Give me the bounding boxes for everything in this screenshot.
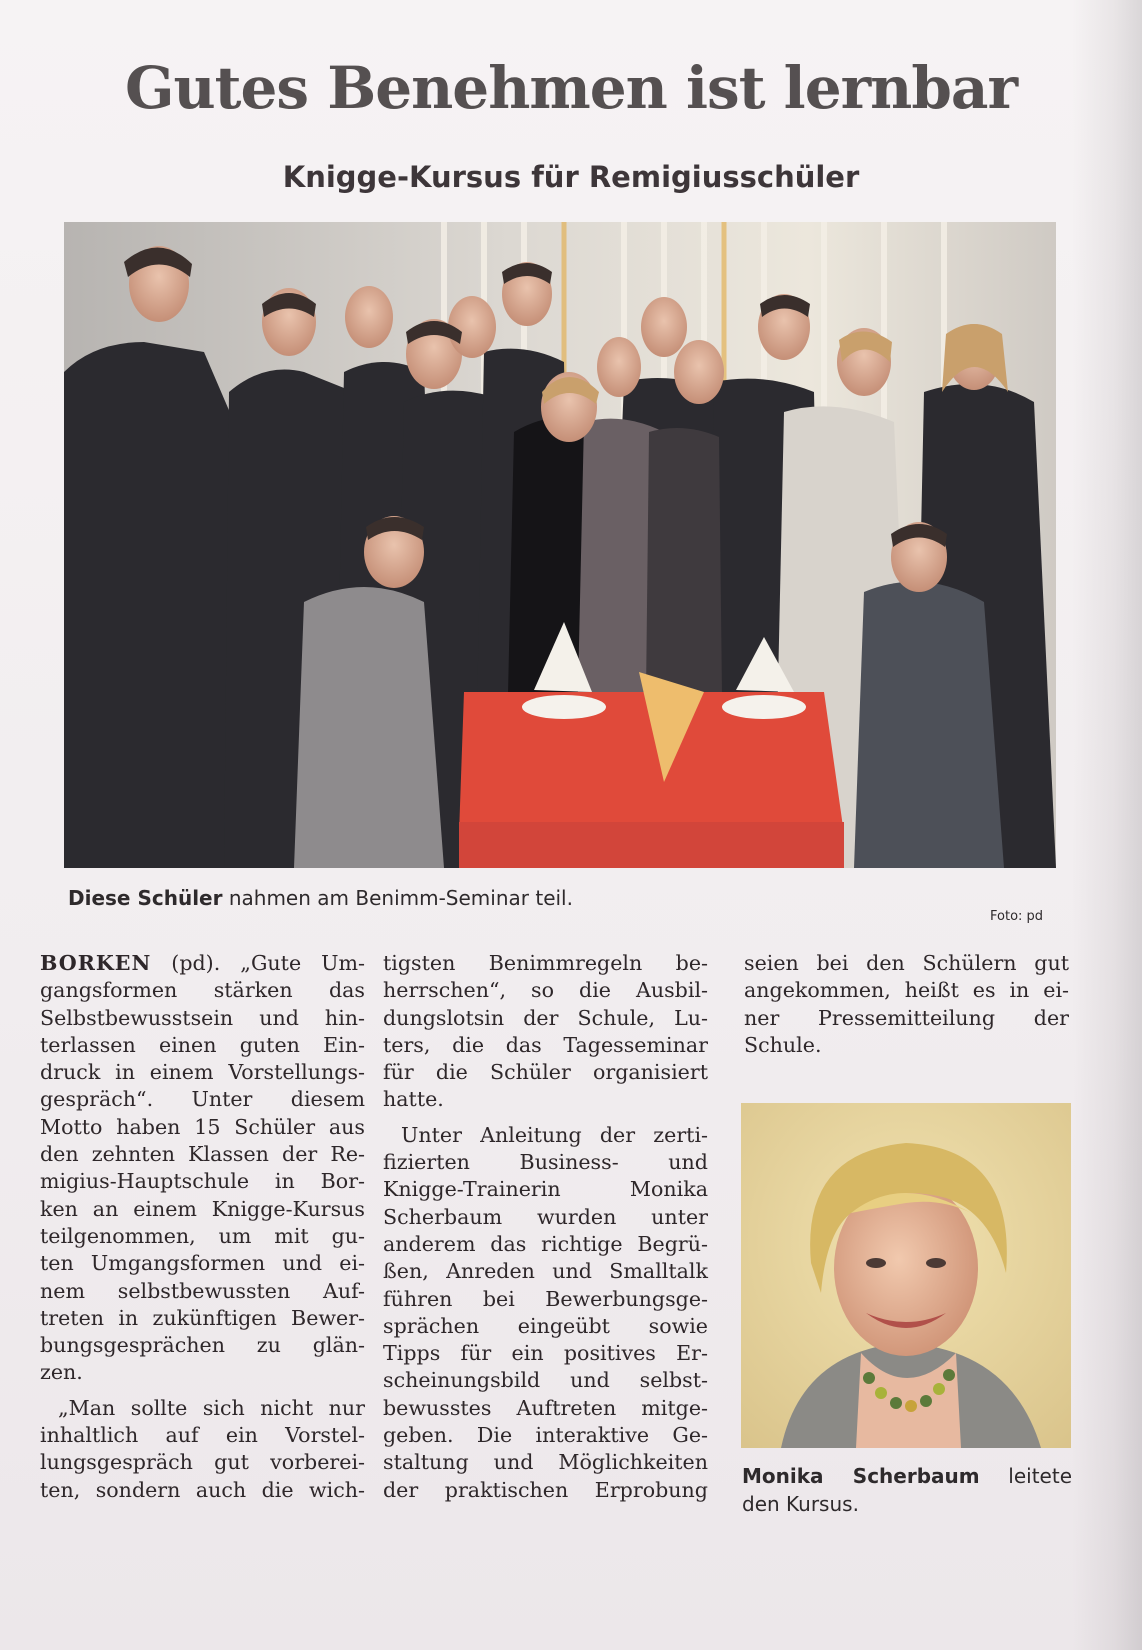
text-line: tigsten Benimmregeln be- (383, 951, 708, 975)
text-line: angekommen, heißt es in ei- (744, 978, 1069, 1003)
text-line: staltung und Möglichkeiten (383, 1450, 708, 1475)
text-line: geben. Die interaktive Ge- (383, 1423, 708, 1448)
text-line: Scherbaum wurden unter (383, 1204, 708, 1229)
text-line: ters, die das Tagesseminar (383, 1032, 708, 1057)
text-line: hatte. (383, 1087, 444, 1112)
text-line: fizierten Business- und (383, 1150, 708, 1175)
text-line: scheinungsbild und selbst- (383, 1368, 708, 1393)
portrait-photo (741, 1103, 1071, 1448)
text-line (40, 950, 365, 977)
subheadline: Knigge-Kursus für Remigiusschüler (282, 160, 860, 194)
portrait-caption-fragment: leitete (979, 1464, 1072, 1488)
text-fragment: (pd). „Gute Um- (151, 951, 365, 975)
text-line: Knigge-Trainerin Monika (383, 1177, 708, 1202)
text-line: anderem das richtige Begrü- (383, 1231, 708, 1256)
scan-shadow (1072, 0, 1142, 1650)
text-line: ten, sondern auch die wich- (40, 1477, 365, 1502)
text-line: herrschen“, so die Ausbil- (383, 978, 708, 1003)
text-line: treten in zukünftigen Bewer- (40, 1305, 365, 1330)
text-line: der praktischen Erprobung (383, 1477, 708, 1502)
text-line: Tipps für ein positives Er- (383, 1341, 708, 1366)
portrait-name: Monika Scherbaum (742, 1464, 980, 1488)
text-line: Motto haben 15 Schüler aus (40, 1114, 365, 1139)
text-line: bewusstes Auftreten mitge- (383, 1395, 708, 1420)
text-line: seien bei den Schülern gut (744, 951, 1069, 975)
portrait-caption-line (742, 1462, 1072, 1490)
text-line: den zehnten Klassen der Re- (40, 1142, 365, 1167)
text-line: inhaltlich auf ein Vorstel- (40, 1423, 365, 1448)
portrait-caption (742, 1462, 1072, 1518)
text-line: lungsgespräch gut vorberei- (40, 1450, 365, 1475)
text-line: sprächen eingeübt sowie (383, 1313, 708, 1338)
text-line: Unter Anleitung der zerti- (401, 1122, 708, 1147)
article-column-1 (40, 950, 365, 1504)
text-line: „Man sollte sich nicht nur (58, 1395, 365, 1420)
article-column-2 (383, 950, 708, 1504)
photo-credit: Foto: pd (990, 909, 1044, 924)
text-line: migius-Hauptschule in Bor- (40, 1169, 365, 1194)
text-line: für die Schüler organisiert (383, 1060, 708, 1085)
text-line: ten Umgangsformen und ei- (40, 1251, 365, 1276)
portrait-illustration (741, 1103, 1071, 1448)
group-photo (64, 222, 1056, 868)
text-line: teilgenommen, um mit gu- (40, 1223, 365, 1248)
portrait-caption-line: den Kursus. (742, 1492, 859, 1516)
text-line: führen bei Bewerbungsge- (383, 1286, 708, 1311)
text-line: gespräch“. Unter diesem (40, 1087, 365, 1112)
text-line: Selbstbewusstsein und hin- (40, 1005, 365, 1030)
caption-text: nahmen am Benimm-Seminar teil. (222, 886, 573, 910)
text-line: gangsformen stärken das (40, 978, 365, 1003)
text-line: zen. (40, 1360, 83, 1385)
text-line: terlassen einen guten Ein- (40, 1032, 365, 1057)
article-column-3 (744, 950, 1069, 1059)
text-line: bungsgesprächen zu glän- (40, 1333, 365, 1358)
text-line: Schule. (744, 1032, 822, 1057)
text-line: ßen, Anreden und Smalltalk (383, 1259, 708, 1284)
photo-caption (68, 886, 573, 910)
group-photo-illustration (64, 222, 1056, 868)
headline: Gutes Benehmen ist lernbar (124, 54, 1018, 122)
caption-highlight: Diese Schüler (68, 886, 223, 910)
text-line: druck in einem Vorstellungs- (40, 1060, 365, 1085)
dateline: BORKEN (40, 951, 152, 975)
text-line: ner Pressemitteilung der (744, 1005, 1069, 1030)
text-line: nem selbstbewussten Auf- (40, 1278, 365, 1303)
text-line: ken an einem Knigge-Kursus (40, 1196, 365, 1221)
text-line: dungslotsin der Schule, Lu- (383, 1005, 708, 1030)
